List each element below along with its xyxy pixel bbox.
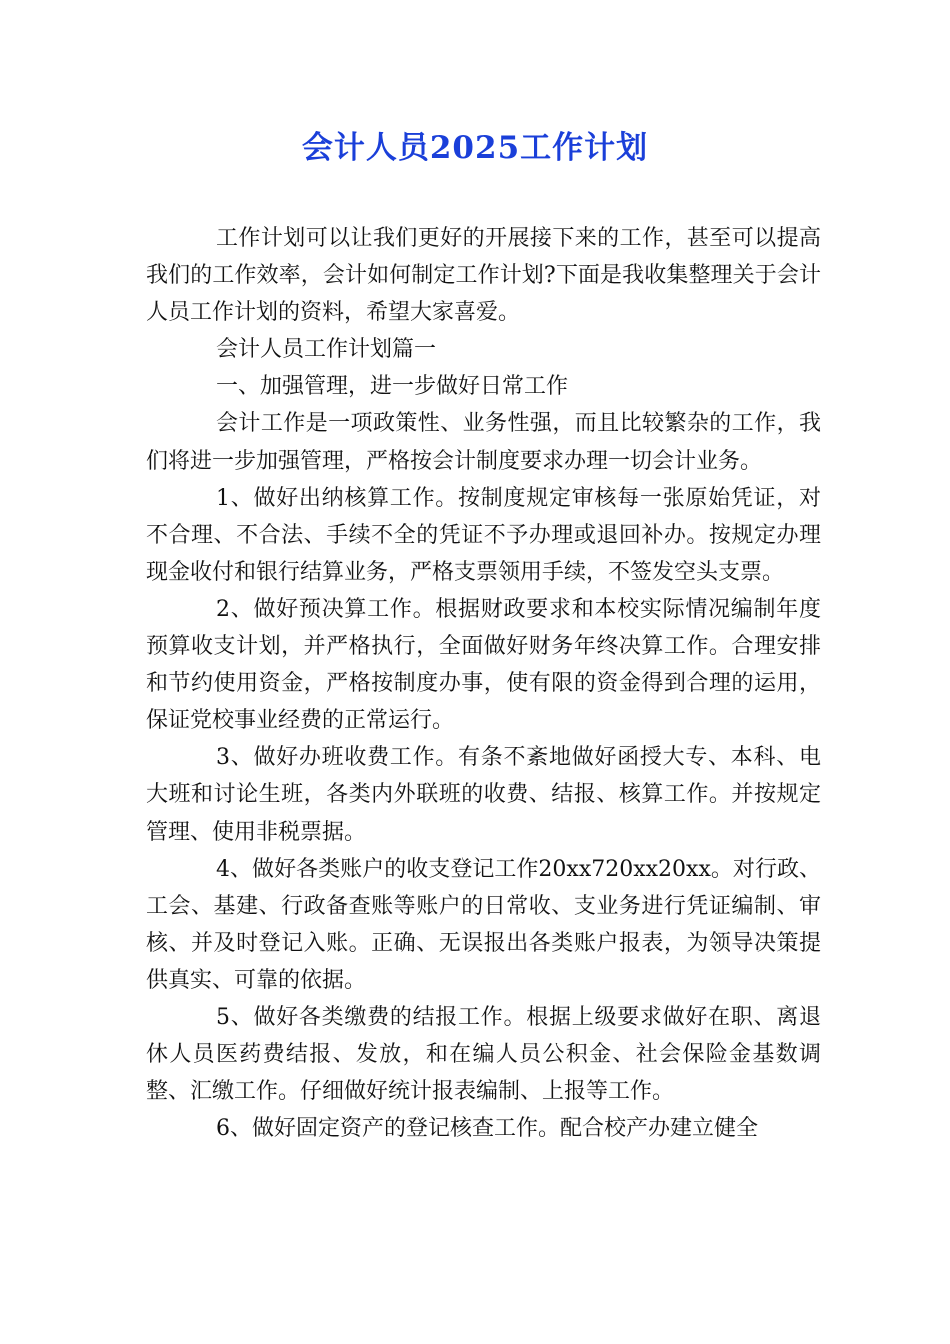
section-heading: 一、加强管理，进一步做好日常工作: [216, 374, 569, 400]
section-heading: 会计人员工作计划篇一: [216, 337, 437, 363]
paragraph: 4、做好各类账户的收支登记工作20xx720xx20xx。对行政、工会、基建、行政备查账等账户的日常收、支业务进行凭证编制、审核、并及时登记入账。正确、无误报出各类账户报表，为领导决策提供真实、可靠的依据。: [146, 856, 821, 993]
paragraph: 会计工作是一项政策性、业务性强，而且比较繁杂的工作，我们将进一步加强管理，严格按会计制度要求办理一切会计业务。: [146, 411, 821, 474]
paragraph: 工作计划可以让我们更好的开展接下来的工作，甚至可以提高我们的工作效率，会计如何制定工作计划?下面是我收集整理关于会计人员工作计划的资料，希望大家喜爱。: [146, 226, 821, 326]
document-body: [146, 220, 821, 1147]
paragraph: 2、做好预决算工作。根据财政要求和本校实际情况编制年度预算收支计划，并严格执行，全面做好财务年终决算工作。合理安排和节约使用资金，严格按制度办事，使有限的资金得到合理的运用，保证党校事业经费的正常运行。: [146, 596, 821, 734]
paragraph: 3、做好办班收费工作。有条不紊地做好函授大专、本科、电大班和讨论生班，各类内外联班的收费、结报、核算工作。并按规定管理、使用非税票据。: [146, 745, 821, 845]
document-title: 会计人员2025工作计划: [301, 130, 649, 166]
paragraph: 6、做好固定资产的登记核查工作。配合校产办建立健全: [216, 1116, 758, 1142]
paragraph: 1、做好出纳核算工作。按制度规定审核每一张原始凭证，对不合理、不合法、手续不全的凭证不予办理或退回补办。按规定办理现金收付和银行结算业务，严格支票领用手续，不签发空头支票。: [146, 485, 821, 585]
paragraph: 5、做好各类缴费的结报工作。根据上级要求做好在职、离退休人员医药费结报、发放，和在编人员公积金、社会保险金基数调整、汇缴工作。仔细做好统计报表编制、上报等工作。: [146, 1004, 821, 1105]
